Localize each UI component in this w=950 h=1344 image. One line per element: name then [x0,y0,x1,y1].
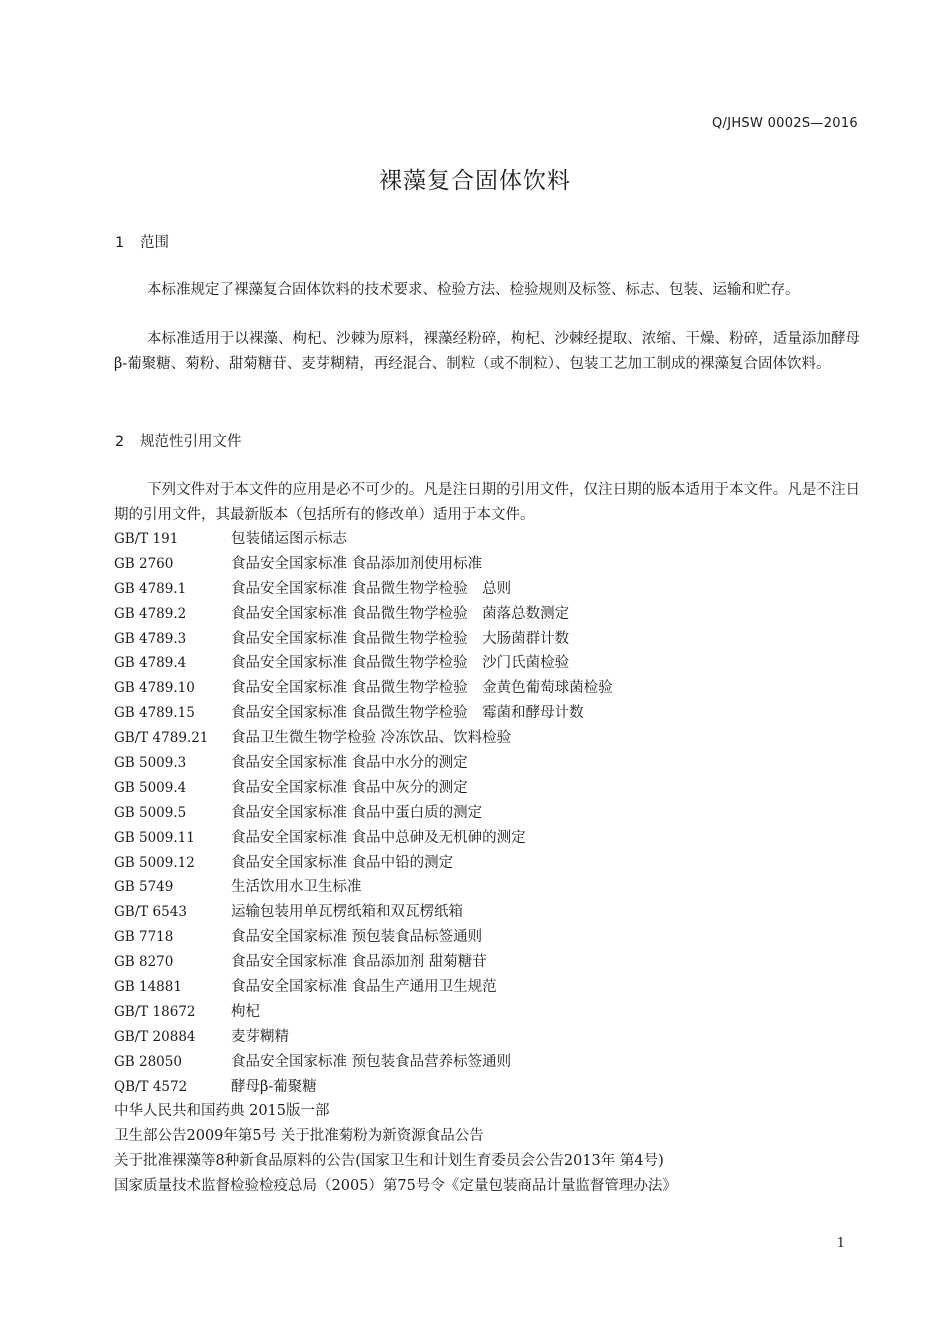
reference-code: QB/T 4572 [114,1078,188,1095]
reference-row [114,826,860,851]
reference-row [114,875,860,900]
reference-row [114,801,860,826]
reference-row [114,552,860,577]
section-heading-references [115,430,242,451]
reference-title: 食品安全国家标准 食品微生物学检验 金黄色葡萄球菌检验 [231,680,613,697]
reference-code: GB 4789.10 [114,680,195,697]
reference-code: GB 5009.4 [114,779,187,796]
section-number: 2 [115,434,125,450]
reference-code: GB 5009.11 [114,829,195,846]
reference-title: 食品安全国家标准 食品中铅的测定 [231,854,454,871]
reference-title: 食品安全国家标准 食品中灰分的测定 [231,779,468,796]
reference-row [114,676,860,701]
reference-code: GB 4789.1 [114,580,187,597]
section-number: 1 [115,235,125,251]
reference-title: 食品安全国家标准 食品中蛋白质的测定 [231,804,483,821]
reference-title: 食品安全国家标准 食品添加剂使用标准 [231,555,483,572]
reference-code: GB 4789.3 [114,630,187,647]
reference-code: GB 4789.15 [114,705,195,722]
reference-row [114,651,860,676]
reference-code: GB 14881 [114,979,182,996]
reference-row [114,975,860,1000]
reference-row [114,1075,860,1100]
reference-row [114,925,860,950]
reference-row [114,776,860,801]
reference-title: 食品安全国家标准 食品微生物学检验 菌落总数测定 [231,605,570,622]
page-number: 1 [836,1236,845,1251]
reference-plain: 国家质量技术监督检验检疫总局（2005）第75号令《定量包装商品计量监督管理办法》 [114,1178,677,1195]
reference-code: GB 4789.4 [114,655,187,672]
document-code: Q/JHSW 0002S—2016 [712,116,858,131]
reference-code: GB/T 191 [114,531,179,547]
paragraph-scope-1: 本标准规定了裸藻复合固体饮料的技术要求、检验方法、检验规则及标签、标志、包装、运输和贮存。 [147,282,800,298]
reference-row [114,701,860,726]
reference-row [114,627,860,652]
section-title: 规范性引用文件 [140,434,242,450]
reference-list [114,527,860,1199]
reference-code: GB 2760 [114,555,174,572]
reference-code: GB 4789.2 [114,605,187,622]
reference-title: 酵母β-葡聚糖 [231,1078,317,1095]
reference-title: 食品安全国家标准 预包装食品营养标签通则 [231,1053,512,1070]
reference-row [114,1050,860,1075]
reference-title: 枸杞 [231,1003,260,1020]
reference-row [114,1025,860,1050]
reference-code: GB 7718 [114,929,174,946]
reference-title: 食品安全国家标准 食品添加剂 甜菊糖苷 [231,954,487,971]
reference-title: 食品安全国家标准 食品微生物学检验 大肠菌群计数 [231,630,570,647]
reference-row [114,751,860,776]
reference-code: GB/T 18672 [114,1003,196,1020]
reference-title: 包装储运图示标志 [231,531,347,547]
reference-row [114,577,860,602]
reference-title: 食品安全国家标准 预包装食品标签通则 [231,929,483,946]
reference-title: 食品卫生微生物学检验 冷冻饮品、饮料检验 [231,730,512,747]
reference-code: GB 28050 [114,1053,182,1070]
reference-plain: 关于批准裸藻等8种新食品原料的公告(国家卫生和计划生育委员会公告2013年 第4号) [114,1153,664,1170]
reference-title: 食品安全国家标准 食品中水分的测定 [231,755,468,772]
reference-row [114,900,860,925]
reference-code: GB 5009.12 [114,854,195,871]
reference-plain: 中华人民共和国药典 2015版一部 [114,1103,330,1120]
reference-code: GB 8270 [114,954,174,971]
reference-code: GB 5009.5 [114,804,187,821]
reference-code: GB/T 4789.21 [114,730,209,747]
reference-row [114,851,860,876]
reference-title: 食品安全国家标准 食品中总砷及无机砷的测定 [231,829,526,846]
reference-title: 食品安全国家标准 食品生产通用卫生规范 [231,979,497,996]
section-title: 范围 [140,235,169,251]
reference-code: GB/T 6543 [114,904,187,921]
reference-code: GB 5009.3 [114,755,187,772]
document-title: 裸藻复合固体饮料 [379,168,571,194]
section-heading-scope [115,231,169,252]
reference-row [114,1000,860,1025]
reference-row [114,950,860,975]
reference-plain: 卫生部公告2009年第5号 关于批准菊粉为新资源食品公告 [114,1128,484,1145]
reference-code: GB 5749 [114,879,174,896]
reference-title: 生活饮用水卫生标准 [231,879,362,896]
reference-row [114,726,860,751]
paragraph-scope-2: 本标准适用于以裸藻、枸杞、沙棘为原料，裸藻经粉碎，枸杞、沙棘经提取、浓缩、干燥、粉碎，适量添加酵母β-葡聚糖、菊粉、甜菊糖苷、麦芽糊精，再经混合、制粒（或不制粒）、包装工艺加工制成的裸藻复合固体饮料。 [114,331,860,372]
reference-row [114,527,860,552]
reference-title: 食品安全国家标准 食品微生物学检验 霉菌和酵母计数 [231,705,584,722]
reference-title: 食品安全国家标准 食品微生物学检验 沙门氏菌检验 [231,655,570,672]
paragraph-references-intro: 下列文件对于本文件的应用是必不可少的。凡是注日期的引用文件，仅注日期的版本适用于本文件。凡是不注日期的引用文件，其最新版本（包括所有的修改单）适用于本文件。 [114,482,860,523]
reference-title: 运输包装用单瓦楞纸箱和双瓦楞纸箱 [231,904,463,921]
reference-row [114,602,860,627]
reference-title: 麦芽糊精 [231,1028,289,1045]
reference-title: 食品安全国家标准 食品微生物学检验 总则 [231,580,512,597]
reference-code: GB/T 20884 [114,1028,196,1045]
